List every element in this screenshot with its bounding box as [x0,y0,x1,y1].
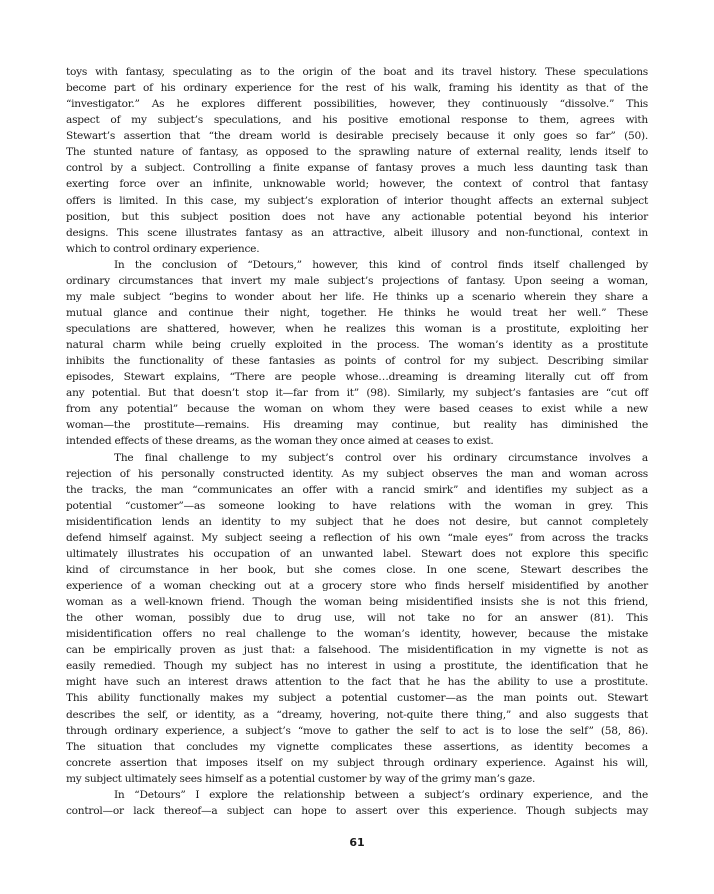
text-line: intended effects of these dreams, as the woman they once aimed at ceases to exist. [66,435,494,448]
paragraph [66,450,648,787]
text-line: through ordinary experience, a subject’s “move to gather the self to act is to lose the self” (58, 86). [66,724,648,737]
text-line: The situation that concludes my vignette complicates these assertions, as identity becomes a [66,740,648,753]
text-line: kind of circumstance in her book, but she comes close. In one scene, Stewart describes the [66,563,648,576]
text-line: misidentification lends an identity to my subject that he does not desire, but cannot completely [66,515,648,528]
page-number: 61 [349,836,365,849]
text-line: position, but this subject position does not have any actionable potential beyond his interior [66,210,648,223]
body-text [66,64,648,819]
text-line: my male subject “begins to wonder about her life. He thinks up a scenario wherein they share a [66,290,648,303]
text-line: control—or lack thereof—a subject can hope to assert over this experience. Though subjects may [66,804,648,817]
text-line: woman as a well-known friend. Though the woman being misidentified insists she is not this friend, [66,596,648,609]
text-line: ordinary circumstances that invert my male subject’s projections of fantasy. Upon seeing a woman, [66,274,648,287]
text-line: concrete assertion that imposes itself on my subject through ordinary experience. Against his will, [66,756,648,769]
text-line: my subject ultimately sees himself as a potential customer by way of the grimy man’s gaze. [66,772,536,785]
paragraph [66,257,648,450]
text-line: ultimately illustrates his occupation of an unwanted label. Stewart does not explore this specific [66,547,648,560]
text-line: natural charm while being cruelly exploited in the process. The woman’s identity as a prostitute [66,339,648,352]
text-line: experience of a woman checking out at a grocery store who finds herself misidentified by another [66,580,648,592]
text-line: woman—the prostitute—remains. His dreaming may continue, but reality has diminished the [66,419,648,432]
text-line: become part of his ordinary experience for the rest of his walk, framing his identity as that of the [66,82,648,95]
text-line: potential “customer”—as someone looking to have relations with the woman in grey. This [66,499,648,512]
text-line: from any potential” because the woman on whom they were based ceases to exist while a new [66,403,648,416]
text-line: any potential. But that doesn’t stop it—far from it” (98). Similarly, my subject’s fantasies are “cut off [66,387,648,400]
text-line: exerting force over an infinite, unknowable world; however, the context of control that fantasy [66,178,648,191]
text-line: toys with fantasy, speculating as to the origin of the boat and its travel history. These speculations [66,66,648,78]
text-line: Stewart’s assertion that “the dream world is desirable precisely because it only goes so far” (50). [66,130,648,143]
text-line: defend himself against. My subject seeing a reflection of his own “male eyes” from across the tracks [66,531,648,544]
text-line: the tracks, the man “communicates an offer with a rancid smirk” and identifies my subject as a [66,483,648,496]
text-line: easily remedied. Though my subject has no interest in using a prostitute, the identification that he [66,660,648,673]
text-line: aspect of my subject’s speculations, and his positive emotional response to them, agrees with [66,114,648,127]
text-line: In the conclusion of “Detours,” however, this kind of control finds itself challenged by [114,258,648,271]
text-line: “investigator.” As he explores different possibilities, however, they continuously “dissolve.” This [66,98,648,111]
paragraph [66,64,648,257]
text-line: the other woman, possibly due to drug use, will not take no for an answer (81). This [66,612,648,625]
text-line: The final challenge to my subject’s control over his ordinary circumstance involves a [114,451,648,464]
paragraph [66,787,648,819]
text-line: speculations are shattered, however, when he realizes this woman is a prostitute, exploiting her [66,323,648,335]
text-line: misidentification offers no real challenge to the woman’s identity, however, because the mistake [66,628,648,641]
text-line: can be empirically proven as just that: a falsehood. The misidentification in my vignette is not as [66,644,648,657]
text-line: inhibits the functionality of these fantasies as points of control for my subject. Describing similar [66,355,648,368]
text-line: which to control ordinary experience. [66,242,260,255]
text-line: In “Detours” I explore the relationship between a subject’s ordinary experience, and the [114,788,648,801]
text-line: The stunted nature of fantasy, as opposed to the sprawling nature of external reality, lends itself to [66,146,648,159]
text-line: mutual glance and continue their night, together. He thinks he would treat her well.” These [66,306,648,319]
text-line: describes the self, or identity, as a “dreamy, hovering, not-quite there thing,” and also suggests that [66,708,648,721]
text-line: offers is limited. In this case, my subject’s exploration of interior thought affects an external subject [66,194,648,207]
text-line: episodes, Stewart explains, “There are people whose…dreaming is dreaming literally cut off from [66,371,648,384]
text-line: rejection of his personally constructed identity. As my subject observes the man and woman across [66,467,648,480]
text-line: This ability functionally makes my subject a potential customer—as the man points out. Stewart [66,692,648,705]
text-line: might have such an interest draws attention to the fact that he has the ability to use a prostitute. [66,676,648,689]
text-line: designs. This scene illustrates fantasy as an attractive, albeit illusory and non-functional, context in [66,226,648,239]
text-line: control by a subject. Controlling a finite expanse of fantasy proves a much less daunting task than [66,162,648,175]
